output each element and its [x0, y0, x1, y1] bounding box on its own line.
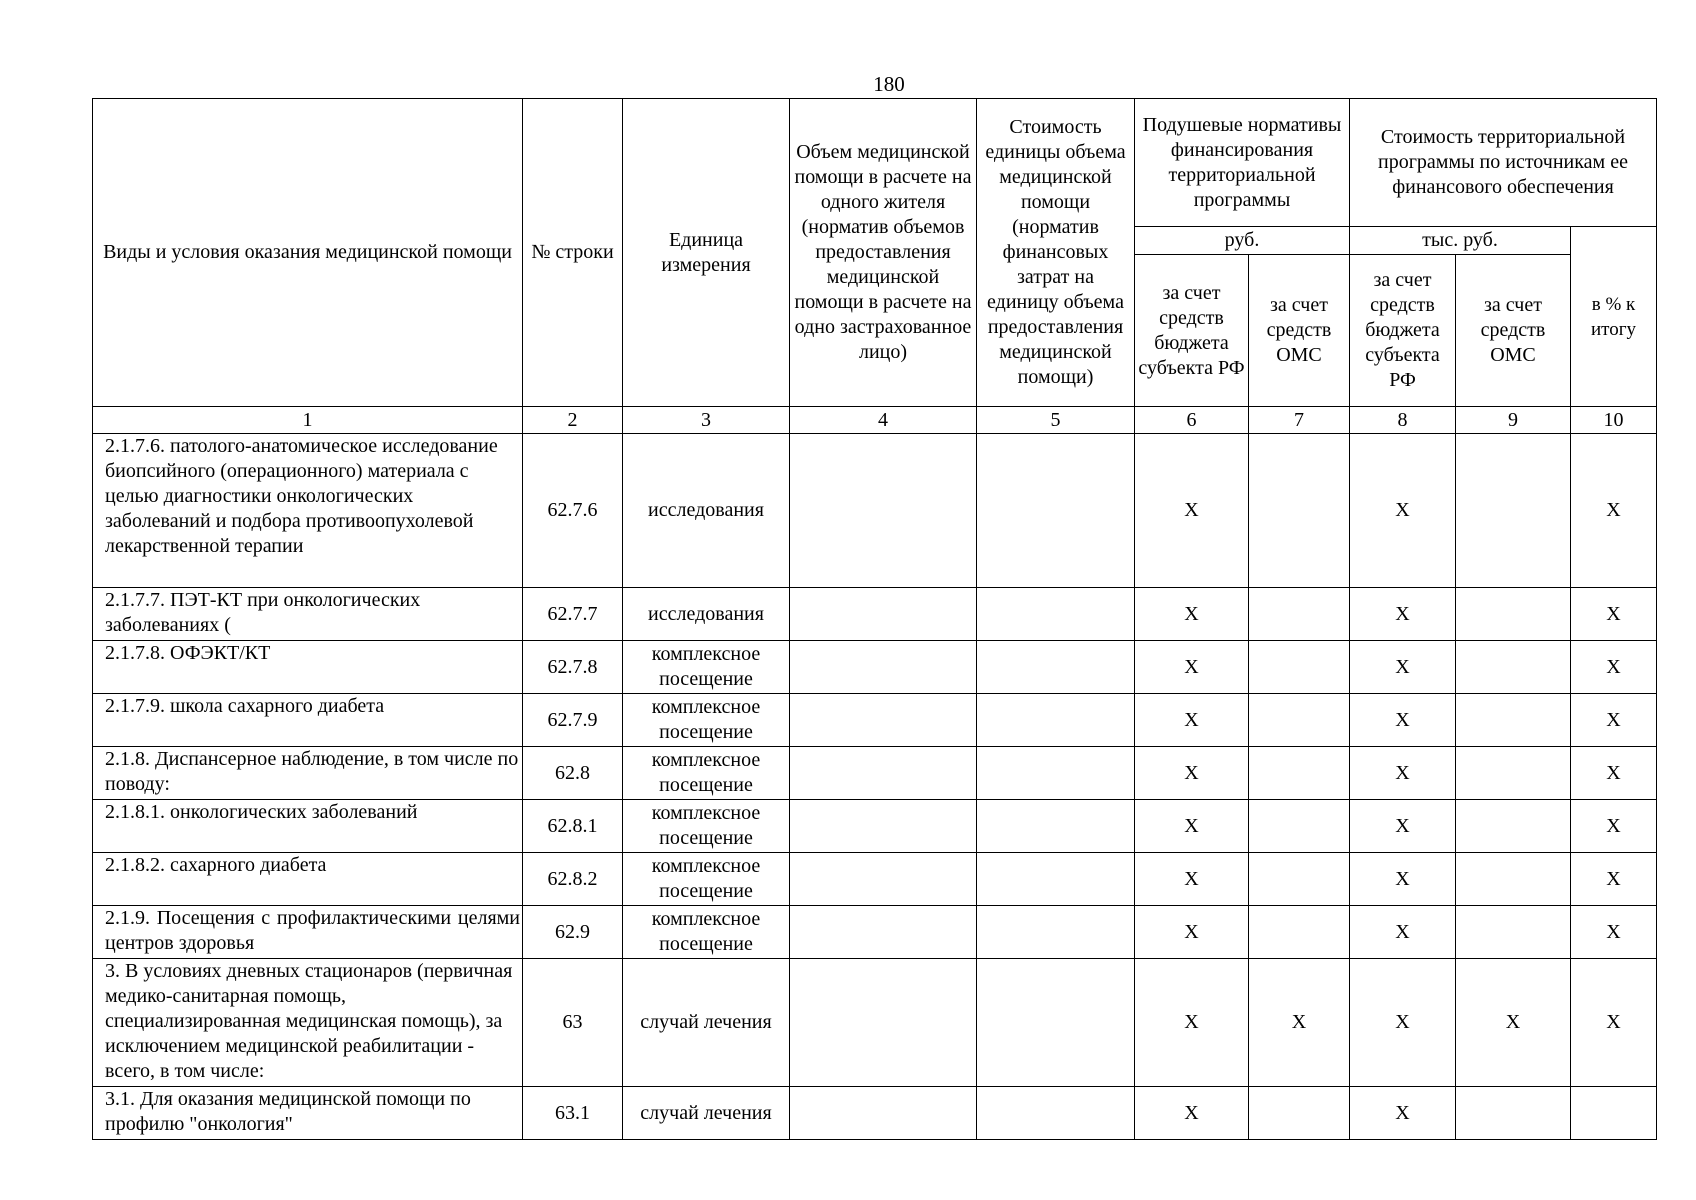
- row-budget-cost: X: [1350, 853, 1456, 906]
- row-volume: [790, 434, 977, 588]
- row-volume: [790, 959, 977, 1087]
- table-row: [93, 853, 1657, 906]
- header-budget-per-capita: за счет средств бюджета субъекта РФ: [1135, 255, 1249, 407]
- row-volume: [790, 1087, 977, 1140]
- header-unit-rub: руб.: [1135, 227, 1350, 255]
- row-unit: случай лечения: [623, 1087, 790, 1140]
- row-budget-cost: X: [1350, 434, 1456, 588]
- row-budget-cost: X: [1350, 906, 1456, 959]
- row-budget-per-capita: X: [1135, 853, 1249, 906]
- table-row: [93, 800, 1657, 853]
- header-unit-cost: Стоимость единицы объема медицинской помощи (норматив финансовых затрат на единицу объема предоставления медицинской помощи): [977, 99, 1135, 407]
- row-unit-cost: [977, 906, 1135, 959]
- row-line-number: 62.7.9: [523, 694, 623, 747]
- page-number: 180: [873, 72, 905, 96]
- row-unit-cost: [977, 641, 1135, 694]
- row-volume: [790, 800, 977, 853]
- column-number: 2: [523, 407, 623, 434]
- header-unit: Единица измерения: [623, 99, 790, 407]
- row-oms-per-capita: X: [1249, 959, 1350, 1087]
- row-budget-cost: X: [1350, 694, 1456, 747]
- row-unit: комплексное посещение: [623, 853, 790, 906]
- row-oms-per-capita: [1249, 641, 1350, 694]
- column-number: 3: [623, 407, 790, 434]
- row-oms-cost: [1456, 906, 1571, 959]
- row-percent: X: [1571, 694, 1657, 747]
- column-number: 6: [1135, 407, 1249, 434]
- row-oms-cost: X: [1456, 959, 1571, 1087]
- row-percent: X: [1571, 906, 1657, 959]
- row-percent: X: [1571, 800, 1657, 853]
- column-number: 8: [1350, 407, 1456, 434]
- row-oms-per-capita: [1249, 747, 1350, 800]
- row-unit-cost: [977, 959, 1135, 1087]
- row-percent: X: [1571, 588, 1657, 641]
- row-percent: X: [1571, 434, 1657, 588]
- column-number: 7: [1249, 407, 1350, 434]
- table-row: [93, 1087, 1657, 1140]
- row-oms-cost: [1456, 641, 1571, 694]
- row-budget-per-capita: X: [1135, 959, 1249, 1087]
- row-unit-cost: [977, 1087, 1135, 1140]
- row-line-number: 62.7.7: [523, 588, 623, 641]
- header-kinds-of-care: Виды и условия оказания медицинской помощи: [93, 99, 523, 407]
- row-oms-per-capita: [1249, 694, 1350, 747]
- header-percent-of-total: в % к итогу: [1571, 227, 1657, 407]
- row-budget-per-capita: X: [1135, 434, 1249, 588]
- row-name: 2.1.8.2. сахарного диабета: [93, 853, 523, 906]
- row-percent: X: [1571, 747, 1657, 800]
- header-program-cost: Стоимость территориальной программы по источникам ее финансового обеспечения: [1350, 99, 1657, 227]
- row-unit: исследования: [623, 588, 790, 641]
- row-budget-per-capita: X: [1135, 747, 1249, 800]
- row-oms-cost: [1456, 800, 1571, 853]
- row-volume: [790, 747, 977, 800]
- row-volume: [790, 694, 977, 747]
- row-unit: комплексное посещение: [623, 694, 790, 747]
- row-budget-cost: X: [1350, 641, 1456, 694]
- row-budget-cost: X: [1350, 747, 1456, 800]
- row-oms-cost: [1456, 853, 1571, 906]
- row-budget-cost: X: [1350, 800, 1456, 853]
- row-unit-cost: [977, 588, 1135, 641]
- header-oms-per-capita: за счет средств ОМС: [1249, 255, 1350, 407]
- row-budget-cost: X: [1350, 1087, 1456, 1140]
- table-row: [93, 959, 1657, 1087]
- row-line-number: 63.1: [523, 1087, 623, 1140]
- table-row: [93, 747, 1657, 800]
- row-budget-cost: X: [1350, 588, 1456, 641]
- table-row: [93, 434, 1657, 588]
- header-unit-thousand-rub: тыс. руб.: [1350, 227, 1571, 255]
- row-name: 3.1. Для оказания медицинской помощи по профилю "онкология": [93, 1087, 523, 1140]
- row-oms-per-capita: [1249, 588, 1350, 641]
- row-name: 2.1.8. Диспансерное наблюдение, в том числе по поводу:: [93, 747, 523, 800]
- row-line-number: 62.8.1: [523, 800, 623, 853]
- row-oms-per-capita: [1249, 906, 1350, 959]
- row-line-number: 62.7.8: [523, 641, 623, 694]
- row-unit: исследования: [623, 434, 790, 588]
- row-unit-cost: [977, 694, 1135, 747]
- row-oms-cost: [1456, 747, 1571, 800]
- row-unit-cost: [977, 853, 1135, 906]
- row-unit-cost: [977, 800, 1135, 853]
- column-number: 4: [790, 407, 977, 434]
- row-oms-per-capita: [1249, 800, 1350, 853]
- row-line-number: 62.9: [523, 906, 623, 959]
- header-budget-cost: за счет средств бюджета субъекта РФ: [1350, 255, 1456, 407]
- header-oms-cost: за счет средств ОМС: [1456, 255, 1571, 407]
- row-line-number: 62.8.2: [523, 853, 623, 906]
- row-oms-cost: [1456, 1087, 1571, 1140]
- row-name: 2.1.8.1. онкологических заболеваний: [93, 800, 523, 853]
- row-line-number: 62.8: [523, 747, 623, 800]
- row-volume: [790, 853, 977, 906]
- table-row: [93, 588, 1657, 641]
- row-name: 2.1.7.7. ПЭТ-КТ при онкологических заболеваниях (: [93, 588, 523, 641]
- row-name: 3. В условиях дневных стационаров (первичная медико-санитарная помощь, специализированная медицинская помощь), за исключением медицинской реабилитации - всего, в том числе:: [93, 959, 523, 1087]
- row-oms-cost: [1456, 694, 1571, 747]
- row-budget-per-capita: X: [1135, 694, 1249, 747]
- row-budget-cost: X: [1350, 959, 1456, 1087]
- table-row: [93, 906, 1657, 959]
- row-volume: [790, 588, 977, 641]
- header-volume-of-care: Объем медицинской помощи в расчете на одного жителя (норматив объемов предоставления медицинской помощи в расчете на одно застрахованное лицо): [790, 99, 977, 407]
- column-number: 1: [93, 407, 523, 434]
- row-budget-per-capita: X: [1135, 641, 1249, 694]
- row-unit: случай лечения: [623, 959, 790, 1087]
- row-budget-per-capita: X: [1135, 800, 1249, 853]
- row-unit-cost: [977, 747, 1135, 800]
- row-unit: комплексное посещение: [623, 641, 790, 694]
- column-number: 5: [977, 407, 1135, 434]
- row-percent: [1571, 1087, 1657, 1140]
- row-oms-per-capita: [1249, 1087, 1350, 1140]
- row-percent: X: [1571, 959, 1657, 1087]
- row-name: 2.1.7.9. школа сахарного диабета: [93, 694, 523, 747]
- row-name: 2.1.7.6. патолого-анатомическое исследование биопсийного (операционного) материала с целью диагностики онкологических заболеваний и подбора противоопухолевой лекарственной терапии: [93, 434, 523, 588]
- row-unit: комплексное посещение: [623, 906, 790, 959]
- row-line-number: 62.7.6: [523, 434, 623, 588]
- row-oms-cost: [1456, 588, 1571, 641]
- header-per-capita-norms: Подушевые нормативы финансирования территориальной программы: [1135, 99, 1350, 227]
- table-row: [93, 694, 1657, 747]
- row-volume: [790, 906, 977, 959]
- territorial-program-table: [92, 98, 1657, 1140]
- row-unit: комплексное посещение: [623, 747, 790, 800]
- row-oms-per-capita: [1249, 434, 1350, 588]
- row-oms-per-capita: [1249, 853, 1350, 906]
- header-line-number: № строки: [523, 99, 623, 407]
- row-budget-per-capita: X: [1135, 588, 1249, 641]
- column-number: 10: [1571, 407, 1657, 434]
- row-volume: [790, 641, 977, 694]
- row-oms-cost: [1456, 434, 1571, 588]
- row-unit-cost: [977, 434, 1135, 588]
- column-number: 9: [1456, 407, 1571, 434]
- row-budget-per-capita: X: [1135, 1087, 1249, 1140]
- row-percent: X: [1571, 853, 1657, 906]
- row-name: 2.1.9. Посещения с профилактическими целями центров здоровья: [93, 906, 523, 959]
- row-line-number: 63: [523, 959, 623, 1087]
- row-budget-per-capita: X: [1135, 906, 1249, 959]
- table-row: [93, 641, 1657, 694]
- row-unit: комплексное посещение: [623, 800, 790, 853]
- row-percent: X: [1571, 641, 1657, 694]
- row-name: 2.1.7.8. ОФЭКТ/КТ: [93, 641, 523, 694]
